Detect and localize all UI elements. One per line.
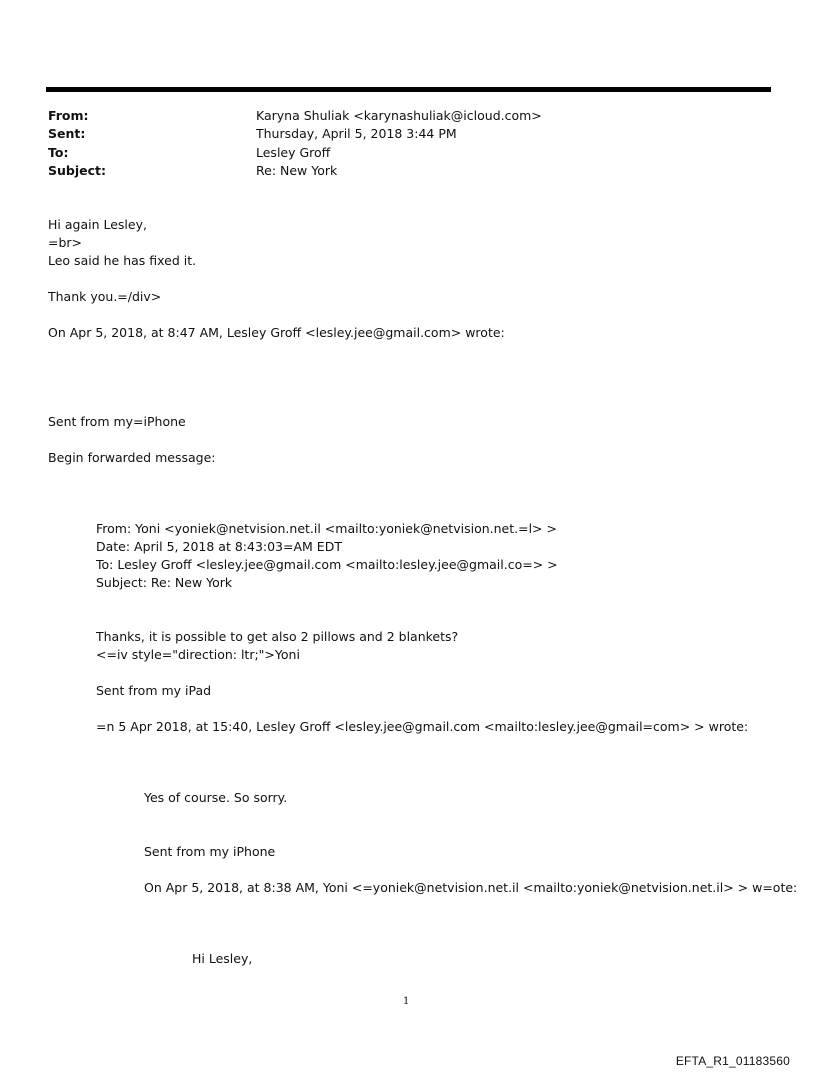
body-line: Hi again Lesley, [48, 217, 147, 232]
quote-line: Hi Lesley, [192, 951, 253, 966]
body-line: Sent from my=iPhone [48, 414, 186, 429]
subject-label: Subject: [48, 163, 106, 178]
quote-line: On Apr 5, 2018, at 8:38 AM, Yoni <=yoniek@netvision.net.il <mailto:yoniek@netvision.net.il> > w=ote: [144, 880, 798, 895]
fwd-line: <=iv style="direction: ltr;">Yoni [96, 647, 300, 662]
quote-line: Sent from my iPhone [144, 844, 276, 859]
body-line: Leo said he has fixed it. [48, 253, 197, 268]
sent-label: Sent: [48, 126, 86, 141]
body-line: On Apr 5, 2018, at 8:47 AM, Lesley Groff <lesley.jee@gmail.com> wrote: [48, 325, 505, 340]
header-rule [46, 87, 771, 92]
body-line: Thank you.=/div> [48, 289, 162, 304]
fwd-from: From: Yoni <yoniek@netvision.net.il <mailto:yoniek@netvision.net.=l> > [96, 521, 557, 536]
fwd-to: To: Lesley Groff <lesley.jee@gmail.com <mailto:lesley.jee@gmail.co=> > [96, 557, 558, 572]
fwd-line: =n 5 Apr 2018, at 15:40, Lesley Groff <lesley.jee@gmail.com <mailto:lesley.jee@gmail=com> > wrote: [96, 719, 749, 734]
to-value: Lesley Groff [256, 145, 331, 160]
fwd-line: Sent from my iPad [96, 683, 212, 698]
fwd-line: Thanks, it is possible to get also 2 pillows and 2 blankets? [96, 629, 459, 644]
document-id: EFTA_R1_01183560 [675, 1054, 790, 1068]
subject-value: Re: New York [256, 163, 338, 178]
sent-value: Thursday, April 5, 2018 3:44 PM [256, 126, 457, 141]
from-label: From: [48, 108, 89, 123]
fwd-date: Date: April 5, 2018 at 8:43:03=AM EDT [96, 539, 342, 554]
quote-line: Yes of course. So sorry. [144, 790, 288, 805]
to-label: To: [48, 145, 69, 160]
body-line: Begin forwarded message: [48, 450, 216, 465]
body-line: =br> [48, 235, 83, 250]
page-number: 1 [403, 996, 410, 1007]
from-value: Karyna Shuliak <karynashuliak@icloud.com> [256, 108, 542, 123]
fwd-subject: Subject: Re: New York [96, 575, 233, 590]
